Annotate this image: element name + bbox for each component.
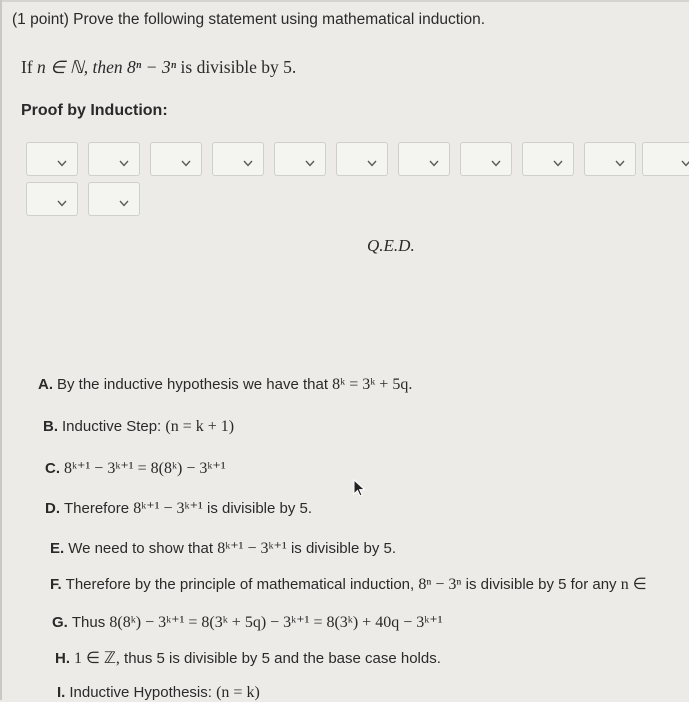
- option-text-2: is divisible by 5.: [207, 500, 313, 517]
- problem-statement: [21, 57, 296, 78]
- option-text: We need to show that: [68, 540, 214, 557]
- frame-border-top: [0, 0, 689, 2]
- option-label: I.: [57, 684, 66, 701]
- option-text: By the inductive hypothesis we have that: [57, 376, 328, 393]
- option-math-2: n ∈: [620, 576, 647, 593]
- option-h: [55, 648, 441, 668]
- option-label: G.: [52, 614, 68, 631]
- option-b: [43, 418, 234, 436]
- option-math: 8ᵏ⁺¹ − 3ᵏ⁺¹: [133, 500, 203, 517]
- chevron-down-icon: [337, 154, 387, 172]
- option-math: 8ᵏ = 3ᵏ + 5q.: [332, 376, 413, 393]
- proof-step-dropdown-8[interactable]: [460, 142, 512, 176]
- proof-step-dropdown-3[interactable]: [150, 142, 202, 176]
- option-i: [57, 684, 260, 702]
- chevron-down-icon: [89, 154, 139, 172]
- option-label: A.: [38, 376, 53, 393]
- frame-border-left: [0, 0, 2, 700]
- statement-math: n ∈ ℕ, then 8ⁿ − 3ⁿ: [37, 57, 177, 77]
- option-math: 1 ∈ ℤ,: [74, 650, 120, 667]
- proof-step-dropdown-4[interactable]: [212, 142, 264, 176]
- chevron-down-icon: [151, 154, 201, 172]
- proof-step-dropdown-10[interactable]: [584, 142, 636, 176]
- chevron-down-icon: [27, 194, 77, 212]
- option-label: E.: [50, 540, 65, 557]
- option-math: 8ᵏ⁺¹ − 3ᵏ⁺¹: [217, 540, 287, 557]
- option-math: 8ᵏ⁺¹ − 3ᵏ⁺¹ = 8(8ᵏ) − 3ᵏ⁺¹: [64, 460, 226, 477]
- chevron-down-icon: [461, 154, 511, 172]
- chevron-down-icon: [585, 154, 635, 172]
- proof-step-dropdown-5[interactable]: [274, 142, 326, 176]
- question-header: (1 point) Prove the following statement using mathematical induction.: [12, 11, 485, 28]
- proof-step-dropdown-7[interactable]: [398, 142, 450, 176]
- chevron-down-icon: [399, 154, 449, 172]
- chevron-down-icon: [275, 154, 325, 172]
- option-e: [50, 538, 396, 558]
- option-f: [50, 574, 647, 594]
- chevron-down-icon: [643, 154, 689, 172]
- statement-suffix: is divisible by 5.: [176, 57, 297, 77]
- mouse-cursor-icon: [353, 479, 367, 497]
- option-d: [45, 498, 312, 518]
- chevron-down-icon: [523, 154, 573, 172]
- chevron-down-icon: [213, 154, 263, 172]
- proof-title: Proof by Induction:: [21, 102, 168, 119]
- option-text-2: is divisible by 5.: [290, 540, 397, 557]
- qed-label: Q.E.D.: [367, 236, 415, 255]
- chevron-down-icon: [27, 154, 77, 172]
- proof-step-dropdown-6[interactable]: [336, 142, 388, 176]
- proof-step-dropdown-1[interactable]: [26, 142, 78, 176]
- option-math: (n = k + 1): [165, 418, 235, 435]
- proof-step-dropdown-9[interactable]: [522, 142, 574, 176]
- option-label: B.: [43, 418, 58, 435]
- option-text-2: thus 5 is divisible by 5 and the base case holds.: [124, 650, 441, 667]
- option-a: [38, 376, 412, 394]
- option-label: F.: [50, 576, 62, 593]
- option-math: 8ⁿ − 3ⁿ: [418, 576, 462, 593]
- option-label: H.: [55, 650, 70, 667]
- option-text: Thus: [71, 614, 106, 631]
- option-math: (n = k): [216, 684, 260, 701]
- option-text: Inductive Step:: [62, 418, 162, 435]
- option-c: [45, 458, 226, 478]
- proof-step-dropdown-11[interactable]: [642, 142, 689, 176]
- option-label: D.: [45, 500, 60, 517]
- option-g: [52, 612, 443, 632]
- option-text-2: is divisible by 5 for any: [465, 576, 617, 593]
- proof-step-dropdown-12[interactable]: [26, 182, 78, 216]
- option-text: Therefore by the principle of mathematical induction,: [65, 576, 415, 593]
- option-label: C.: [45, 460, 60, 477]
- option-text: Therefore: [64, 500, 130, 517]
- statement-prefix: If: [21, 57, 38, 77]
- option-text: Inductive Hypothesis:: [69, 684, 212, 701]
- option-math: 8(8ᵏ) − 3ᵏ⁺¹ = 8(3ᵏ + 5q) − 3ᵏ⁺¹ = 8(3ᵏ) + 40q − 3ᵏ⁺¹: [109, 614, 443, 631]
- chevron-down-icon: [89, 194, 139, 212]
- proof-step-dropdown-13[interactable]: [88, 182, 140, 216]
- proof-step-dropdown-2[interactable]: [88, 142, 140, 176]
